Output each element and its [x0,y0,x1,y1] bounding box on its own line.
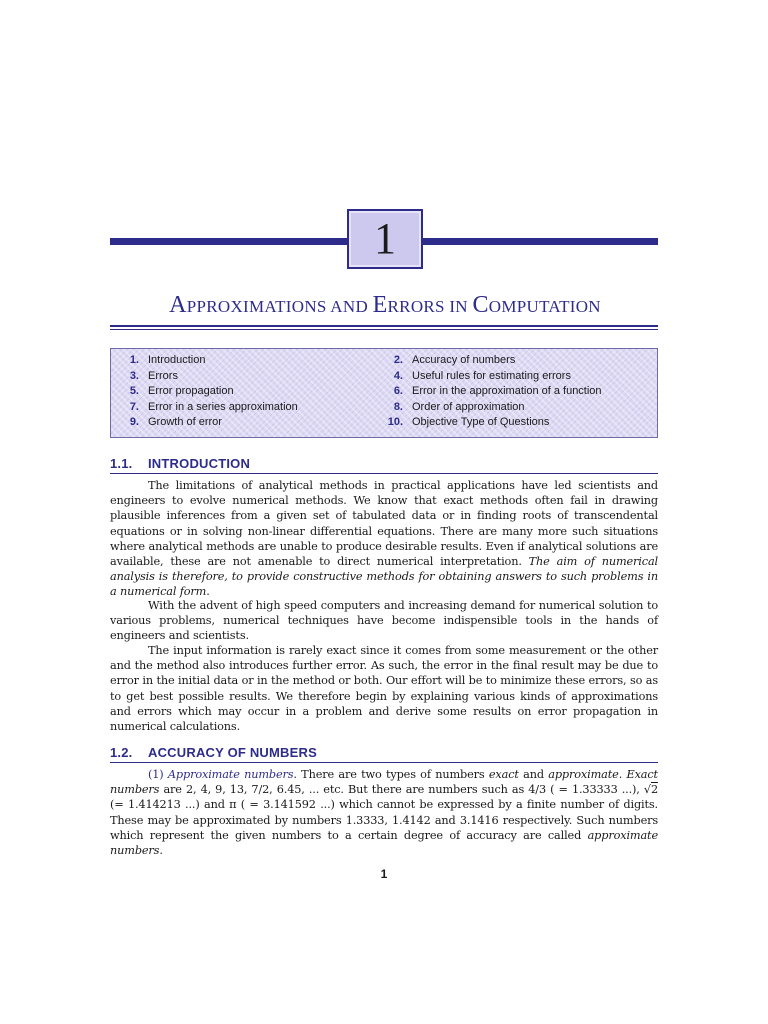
paragraph-intro-1 [110,478,658,600]
paragraph-text: The input information is rarely exact since it comes from some measurement or the other and the method also introduces further error. As such, the error in the final result may be due to error in the initial data or in the method or both. Our effort will be to minimize these errors, so as to get best possible results. We therefore begin by explaining various kinds of approximations and errors which may occur in a problem and derive some results on error propagation in numerical calculations. [110,644,658,734]
paragraph-text: The limitations of analytical methods in practical applications have led scientists and engineers to evolve numerical methods. We know that exact methods often fail in drawing plausible inferences from a given set of tabulated data or in finding roots of transcendental equations or in solving non-linear differential equations. There are many more such situations where analytical methods are unable to produce desirable results. Even if analytical solutions are available, these are not amenable to direct numerical interpretation. [110,479,658,569]
title-cap-1: A [169,292,187,318]
toc-label: Useful rules for estimating errors [412,370,571,382]
toc-label: Error in a series approximation [148,401,298,413]
toc-item[interactable] [111,415,222,430]
title-rule [110,325,658,327]
section-number: 1.2. [110,745,133,760]
title-rest-2: RRORS IN [387,297,473,316]
section-rule [110,762,658,763]
toc-item[interactable] [111,369,178,384]
toc-label: Introduction [148,354,206,366]
paragraph-emphasis: approximate numbers [110,828,658,858]
chapter-number: 1 [374,214,396,263]
paragraph-text: are 2, 4, 9, 13, 7/2, 6.45, ... etc. But there are numbers such as 4/3 ( = 1.33333 ...), [159,783,644,797]
toc-label: Objective Type of Questions [412,416,550,428]
toc-number: 1. [129,354,139,366]
item-label-number: (1) [148,768,164,781]
toc-label: Growth of error [148,416,222,428]
section-rule [110,473,658,474]
toc-number: 7. [129,401,139,413]
toc-label: Error in the approximation of a function [412,385,602,397]
toc-label: Error propagation [148,385,234,397]
chapter-rule-left [110,238,347,245]
toc-label: Accuracy of numbers [412,354,516,366]
section-heading-accuracy [110,745,658,760]
toc-label: Order of approximation [412,401,525,413]
paragraph-text: (= 1.414213 ...) and π ( = 3.141592 ...) which cannot be expressed by a finite number of digits. These may be approximated by numbers 1.3333, 1.4142 and 3.1416 respectively. Such numbers which represent the given numbers to a certain degree of accuracy are called [110,798,658,842]
sqrt-argument: 2 [650,783,658,797]
title-rule-thin [110,329,658,330]
paragraph-emphasis: Exact numbers [110,768,658,797]
toc-item[interactable] [111,384,234,399]
toc-label: Errors [148,370,178,382]
section-title: INTRODUCTION [148,456,251,471]
paragraph-intro-3 [110,643,658,734]
paragraph-text: . [618,768,627,781]
chapter-rule-right [423,238,658,245]
paragraph-text: . There are two types of numbers [293,768,489,781]
paragraph-approx-numbers [110,767,658,858]
toc-item[interactable] [375,369,571,384]
paragraph-text: . [159,844,163,858]
toc-number: 6. [393,385,403,397]
toc-item[interactable] [375,384,602,399]
paragraph-emphasis: approximate [548,768,619,781]
chapter-number-box [347,209,423,269]
toc-item[interactable] [375,400,525,415]
title-cap-2: E [372,292,388,318]
toc-number: 10. [387,416,403,428]
toc-number: 3. [129,370,139,382]
toc-item[interactable] [375,415,549,430]
section-heading-intro [110,456,658,471]
item-label-title: Approximate numbers [167,768,294,781]
title-cap-3: C [472,292,489,318]
table-of-contents [110,348,658,438]
toc-number: 2. [393,354,403,366]
toc-item[interactable] [111,353,205,368]
toc-number: 4. [393,370,403,382]
toc-number: 9. [129,416,139,428]
toc-number: 8. [393,401,403,413]
toc-item[interactable] [111,400,298,415]
paragraph-intro-2 [110,598,658,644]
paragraph-text: With the advent of high speed computers and increasing demand for numerical solution to various problems, numerical techniques have become indispensible tools in the hands of engineers and scientists. [110,599,658,643]
chapter-title [110,292,660,319]
paragraph-emphasis: The aim of numerical analysis is therefore, to provide constructive methods for obtaining answers to such problems in a numerical form. [110,555,658,599]
section-title: ACCURACY OF NUMBERS [148,745,317,760]
title-rest-3: OMPUTATION [488,297,601,316]
toc-number: 5. [129,385,139,397]
page-number: 1 [380,867,388,881]
paragraph-emphasis: exact [488,768,519,781]
section-number: 1.1. [110,456,133,471]
toc-item[interactable] [375,353,515,368]
title-rest-1: PPROXIMATIONS AND [186,297,373,316]
sqrt-symbol: √ [643,783,651,797]
paragraph-text: and [518,768,549,781]
